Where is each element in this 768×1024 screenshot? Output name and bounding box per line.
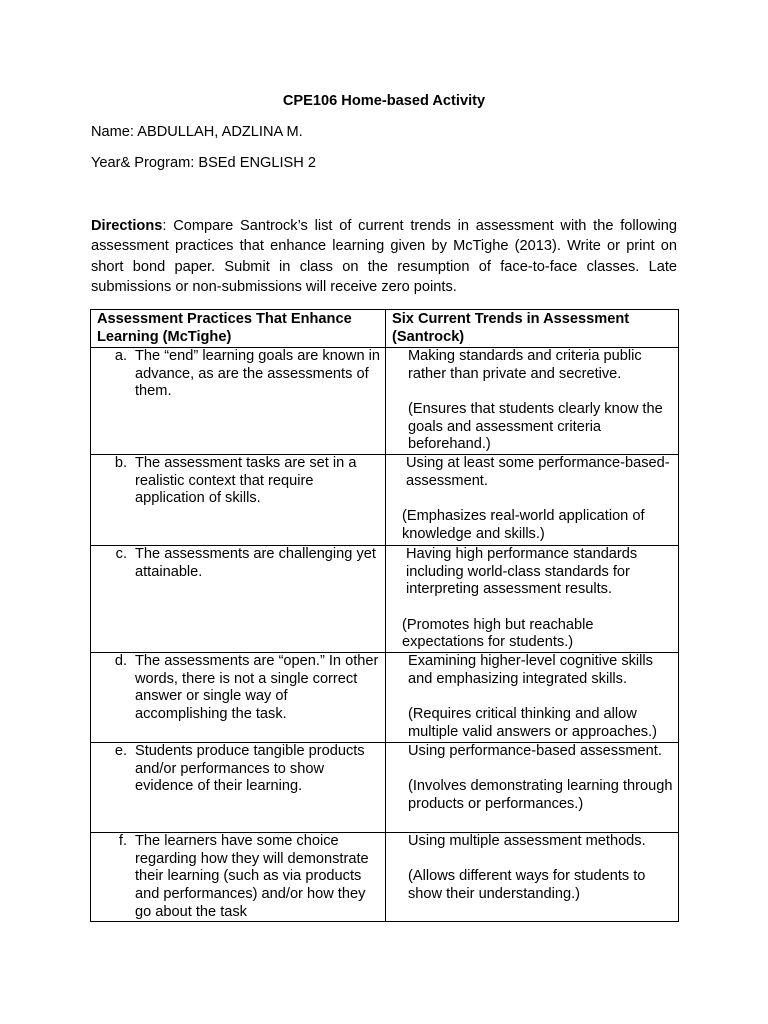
practice-text: The assessments are challenging yet attainable. (135, 546, 376, 580)
table-row (91, 455, 679, 546)
name-line: Name: ABDULLAH, ADZLINA M. (91, 124, 303, 140)
table-header-row (91, 310, 679, 348)
practice-text: The assessments are “open.” In other words, there is not a single correct answer or single way of accomplishing the task. (135, 653, 379, 722)
directions-label: Directions (91, 218, 163, 234)
practice-text: Students produce tangible products and/or performances to show evidence of their learning. (135, 743, 365, 795)
trend-text: Examining higher-level cognitive skills and emphasizing integrated skills. (408, 653, 653, 687)
table-row (91, 348, 679, 455)
practice-text: The learners have some choice regarding how they will demonstrate their learning (such as via products and performances) and/or how they go about the task (135, 833, 369, 920)
trend-cell (386, 833, 679, 922)
row-letter: e. (114, 743, 127, 760)
trend-cell (386, 455, 679, 546)
row-letter: f. (118, 833, 127, 850)
trend-text: Having high performance standards including world-class standards for interpreting assessment results. (406, 546, 638, 598)
trend-cell (386, 653, 679, 743)
directions-paragraph (91, 216, 677, 298)
trend-explanation: (Involves demonstrating learning through products or performances.) (408, 778, 673, 812)
trend-explanation: (Promotes high but reachable expectations for students.) (402, 616, 594, 651)
practice-text: The “end” learning goals are known in advance, as are the assessments of them. (135, 348, 380, 400)
table-row (91, 743, 679, 833)
trend-cell (386, 348, 679, 455)
practice-cell (91, 743, 386, 833)
trend-cell (386, 546, 679, 653)
row-letter: a. (114, 348, 127, 365)
trend-text: Using multiple assessment methods. (408, 833, 646, 850)
trend-cell (386, 743, 679, 833)
header-trends: Six Current Trends in Assessment (Santrock) (386, 310, 679, 348)
practice-cell (91, 455, 386, 546)
comparison-table (90, 309, 679, 922)
table-row (91, 546, 679, 653)
table-row (91, 833, 679, 922)
trend-text: Using performance-based assessment. (408, 743, 662, 760)
practice-cell (91, 546, 386, 653)
row-letter: d. (114, 653, 127, 670)
trend-explanation: (Emphasizes real-world application of knowledge and skills.) (402, 507, 645, 542)
trend-explanation: (Ensures that students clearly know the goals and assessment criteria beforehand.) (408, 400, 663, 453)
practice-cell (91, 833, 386, 922)
directions-text: : Compare Santrock’s list of current trends in assessment with the following assessment practices that enhance learning given by McTighe (2013). Write or print on short bond paper. Submit in class on the resumption of face-to-face classes. Late submissions or non-submissions will receive zero points. (91, 218, 677, 296)
table-row (91, 653, 679, 743)
trend-explanation: (Allows different ways for students to show their understanding.) (408, 868, 646, 902)
practice-cell (91, 348, 386, 455)
practice-cell (91, 653, 386, 743)
row-letter: c. (115, 546, 127, 563)
trend-text: Using at least some performance-based-assessment. (406, 455, 670, 489)
header-practices: Assessment Practices That Enhance Learning (McTighe) (91, 310, 386, 348)
trend-explanation: (Requires critical thinking and allow multiple valid answers or approaches.) (408, 705, 658, 740)
program-line: Year& Program: BSEd ENGLISH 2 (91, 155, 316, 171)
trend-text: Making standards and criteria public rather than private and secretive. (408, 348, 642, 382)
row-letter: b. (114, 455, 127, 472)
document-title: CPE106 Home-based Activity (282, 93, 486, 109)
practice-text: The assessment tasks are set in a realistic context that require application of skills. (135, 455, 357, 507)
